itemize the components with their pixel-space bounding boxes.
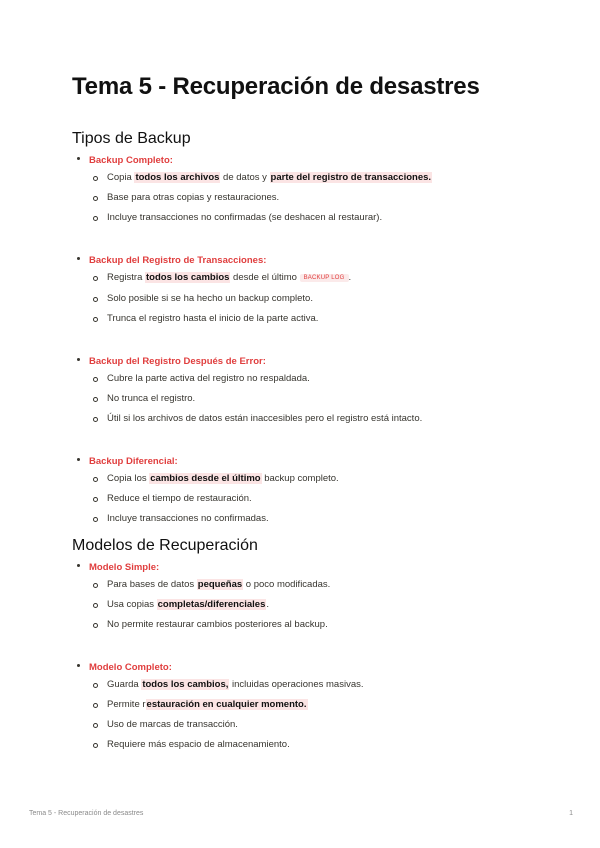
detail-text: Copia [107, 172, 135, 183]
category-label: Backup del Registro Después de Error: [89, 356, 266, 367]
detail-text: Reduce el tiempo de restauración. [107, 493, 252, 504]
detail-list [89, 678, 542, 752]
detail-item [89, 412, 542, 426]
detail-list [89, 171, 542, 225]
detail-text: de datos y [220, 172, 270, 183]
highlighted-text: todos los cambios [146, 272, 230, 283]
detail-text: incluidas operaciones masivas. [229, 679, 364, 690]
category-item [72, 451, 542, 526]
detail-text: No permite restaurar cambios posteriores al backup. [107, 619, 328, 630]
document-content [72, 128, 542, 752]
detail-text: desde el último [230, 272, 300, 283]
detail-text: o poco modificadas. [243, 579, 331, 590]
category-label: Modelo Completo: [89, 662, 172, 673]
detail-text: Para bases de datos [107, 579, 197, 590]
detail-item [89, 698, 542, 712]
detail-item [89, 598, 542, 612]
detail-text: Copia los [107, 473, 150, 484]
detail-item [89, 472, 542, 486]
category-label: Backup Diferencial: [89, 456, 178, 467]
detail-text: . [348, 272, 352, 283]
category-item [72, 250, 542, 326]
detail-item [89, 392, 542, 406]
detail-item [89, 578, 542, 592]
footer-title: Tema 5 - Recuperación de desastres [29, 810, 144, 817]
category-label: Backup Completo: [89, 155, 173, 166]
detail-text: Cubre la parte activa del registro no respaldada. [107, 373, 310, 384]
detail-text: Útil si los archivos de datos están inaccesibles pero el registro está intacto. [107, 413, 423, 424]
category-label: Modelo Simple: [89, 562, 160, 573]
detail-text: Guarda [107, 679, 142, 690]
detail-item [89, 492, 542, 506]
detail-item [89, 618, 542, 632]
highlighted-text: todos los cambios, [142, 679, 229, 690]
detail-text: Incluye transacciones no confirmadas. [107, 513, 269, 524]
detail-text: . [266, 599, 269, 610]
detail-item [89, 512, 542, 526]
highlighted-text: estauración en cualquier momento. [146, 699, 307, 710]
highlighted-text: pequeñas [197, 579, 243, 590]
detail-text: Solo posible si se ha hecho un backup completo. [107, 293, 313, 304]
detail-text: Usa copias [107, 599, 157, 610]
detail-text: Trunca el registro hasta el inicio de la parte activa. [107, 313, 319, 324]
detail-list [89, 472, 542, 526]
inline-code: BACKUP LOG [300, 274, 349, 282]
detail-item [89, 372, 542, 386]
category-list [72, 150, 542, 526]
page-title: Tema 5 - Recuperación de desastres [72, 73, 480, 100]
category-item [72, 557, 542, 632]
detail-item [89, 312, 542, 326]
detail-item [89, 191, 542, 205]
category-item [72, 351, 542, 426]
detail-text: Requiere más espacio de almacenamiento. [107, 739, 290, 750]
highlighted-text: todos los archivos [135, 172, 220, 183]
highlighted-text: cambios desde el último [150, 473, 261, 484]
detail-item [89, 171, 542, 185]
category-label: Backup del Registro de Transacciones: [89, 255, 267, 266]
detail-text: Incluye transacciones no confirmadas (se deshacen al restaurar). [107, 212, 383, 223]
page-number: 1 [569, 810, 573, 817]
detail-item [89, 211, 542, 225]
category-item [72, 657, 542, 752]
detail-item [89, 292, 542, 306]
category-list [72, 557, 542, 752]
document-page [72, 70, 542, 752]
page-footer [29, 810, 573, 817]
detail-text: No trunca el registro. [107, 393, 196, 404]
section-heading: Tipos de Backup [72, 130, 191, 147]
detail-item [89, 678, 542, 692]
detail-text: backup completo. [261, 473, 339, 484]
detail-text: Uso de marcas de transacción. [107, 719, 238, 730]
highlighted-text: completas/diferenciales [157, 599, 266, 610]
detail-item [89, 271, 542, 286]
detail-text: Registra [107, 272, 146, 283]
detail-list [89, 578, 542, 632]
detail-item [89, 738, 542, 752]
detail-list [89, 271, 542, 326]
detail-text: Permite r [107, 699, 146, 710]
category-item [72, 150, 542, 225]
detail-item [89, 718, 542, 732]
section-heading: Modelos de Recuperación [72, 537, 258, 554]
highlighted-text: parte del registro de transacciones. [270, 172, 432, 183]
detail-list [89, 372, 542, 426]
detail-text: Base para otras copias y restauraciones. [107, 192, 280, 203]
